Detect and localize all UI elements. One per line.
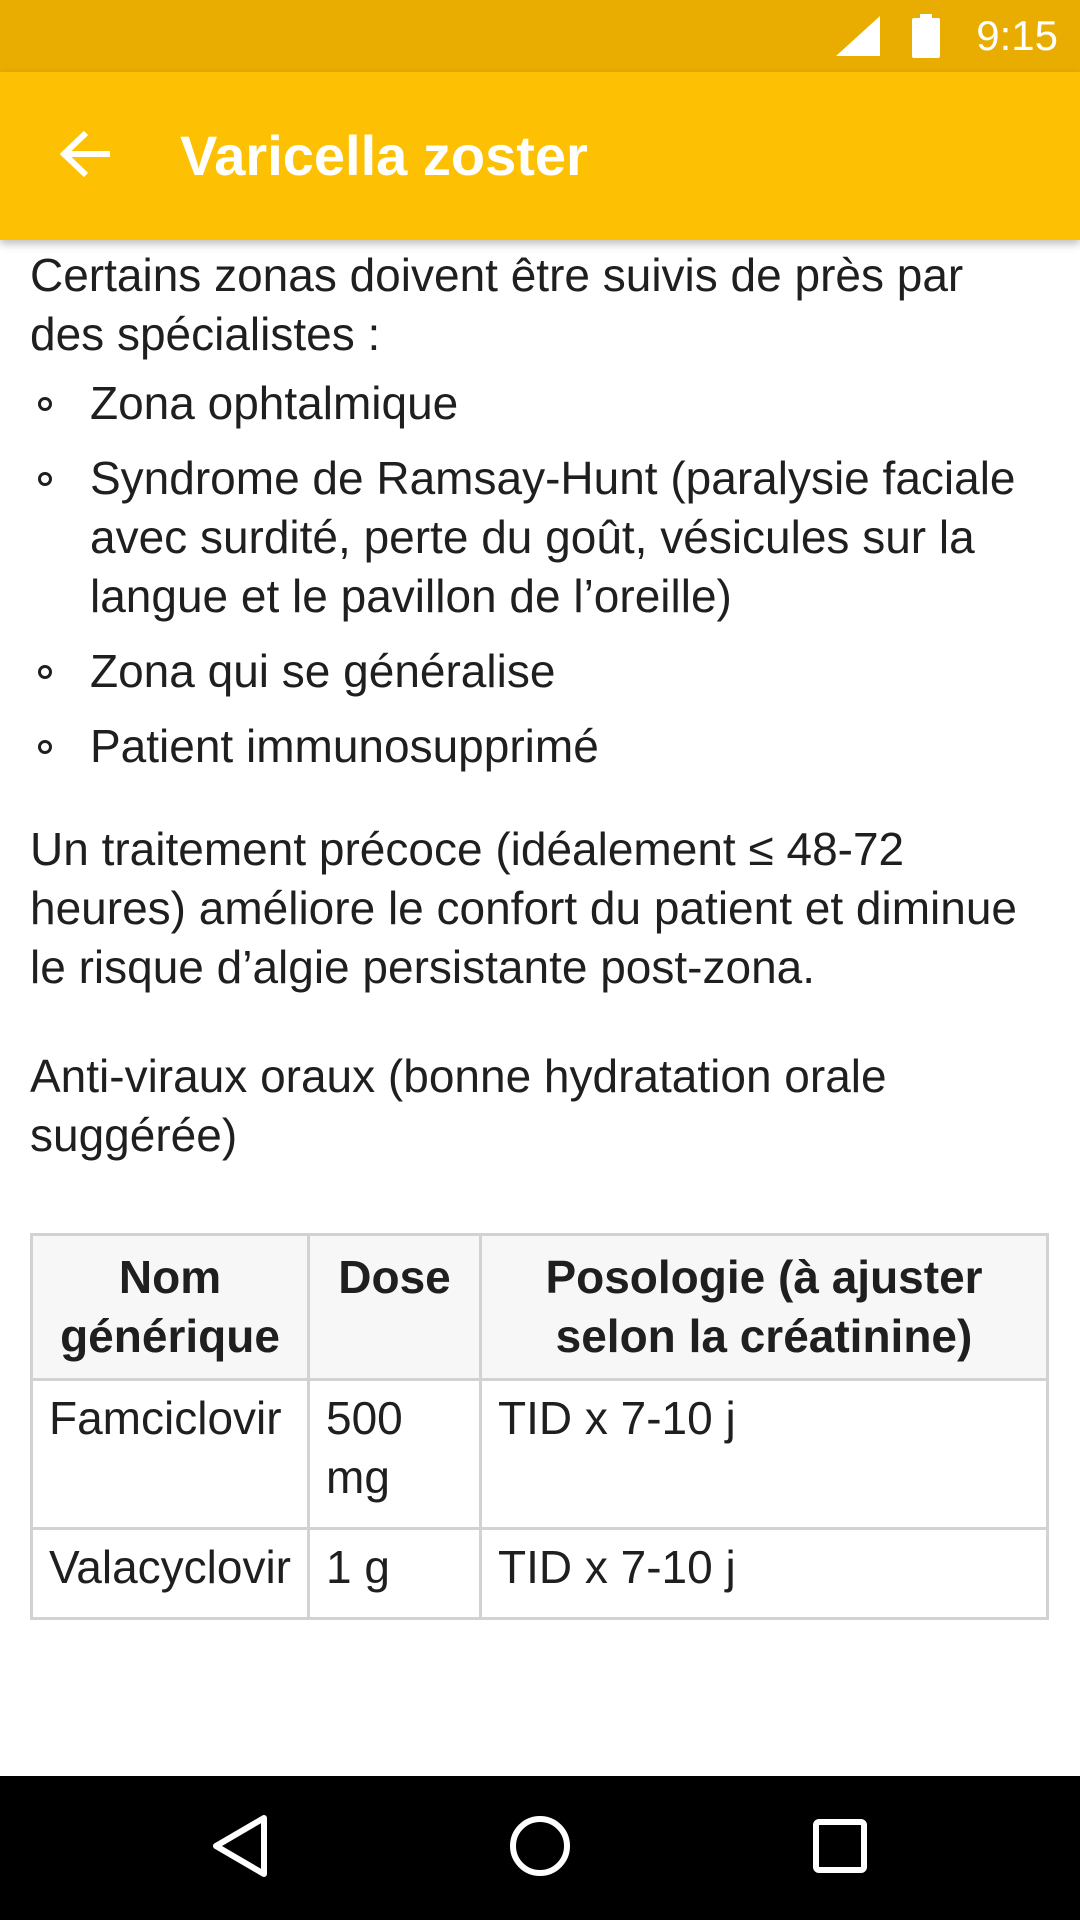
- list-item: Patient immunosupprimé: [30, 717, 1050, 776]
- cell-dosage: TID x 7-10 j: [481, 1529, 1048, 1619]
- status-bar: [0, 0, 1080, 72]
- list-item: Zona qui se généralise: [30, 642, 1050, 701]
- cell-generic-name: Valacyclovir: [32, 1529, 309, 1619]
- back-button[interactable]: [48, 118, 124, 194]
- list-item: Syndrome de Ramsay-Hunt (paralysie faciale avec surdité, perte du goût, vésicules sur la langue et le pavillon de l’oreille): [30, 449, 1050, 626]
- nav-home-button[interactable]: [504, 1812, 576, 1884]
- bullet-icon: [38, 665, 52, 679]
- intro-paragraph: Certains zonas doivent être suivis de près par des spécialistes :: [30, 249, 964, 360]
- battery-icon: [912, 14, 940, 63]
- signal-icon: [836, 16, 880, 61]
- antiviral-table: [30, 1233, 1049, 1620]
- cell-dosage: TID x 7-10 j: [481, 1380, 1048, 1529]
- table-header-row: [32, 1235, 1048, 1380]
- article-content[interactable]: [0, 240, 1080, 1776]
- bullet-icon: [38, 740, 52, 754]
- arrow-back-icon: [60, 130, 112, 183]
- page-title: Varicella zoster: [180, 124, 588, 187]
- cell-generic-name: Famciclovir: [32, 1380, 309, 1529]
- table-row: [32, 1380, 1048, 1529]
- system-nav-bar: [0, 1776, 1080, 1920]
- status-time: 9:15: [976, 12, 1058, 59]
- bullet-icon: [38, 472, 52, 486]
- recents-square-icon: [812, 1818, 868, 1879]
- nav-recents-button[interactable]: [804, 1812, 876, 1884]
- back-triangle-icon: [210, 1814, 270, 1883]
- specialist-list: [30, 374, 1050, 776]
- cell-dose: 1 g: [309, 1529, 481, 1619]
- header-dose: Dose: [309, 1235, 481, 1380]
- treatment-paragraph: Un traitement précoce (idéalement ≤ 48-72 heures) améliore le confort du patient et diminue le risque d’algie persistante post-zona.: [30, 823, 1018, 993]
- app-bar: [0, 72, 1080, 240]
- cell-dose: 500 mg: [309, 1380, 481, 1529]
- header-dosage: Posologie (à ajuster selon la créatinine): [481, 1235, 1048, 1380]
- nav-back-button[interactable]: [204, 1812, 276, 1884]
- bullet-icon: [38, 397, 52, 411]
- header-generic-name: Nom générique: [32, 1235, 309, 1380]
- table-row: [32, 1529, 1048, 1619]
- list-item: Zona ophtalmique: [30, 374, 1050, 433]
- antivirals-paragraph: Anti-viraux oraux (bonne hydratation orale suggérée): [30, 1050, 887, 1161]
- home-circle-icon: [508, 1814, 572, 1883]
